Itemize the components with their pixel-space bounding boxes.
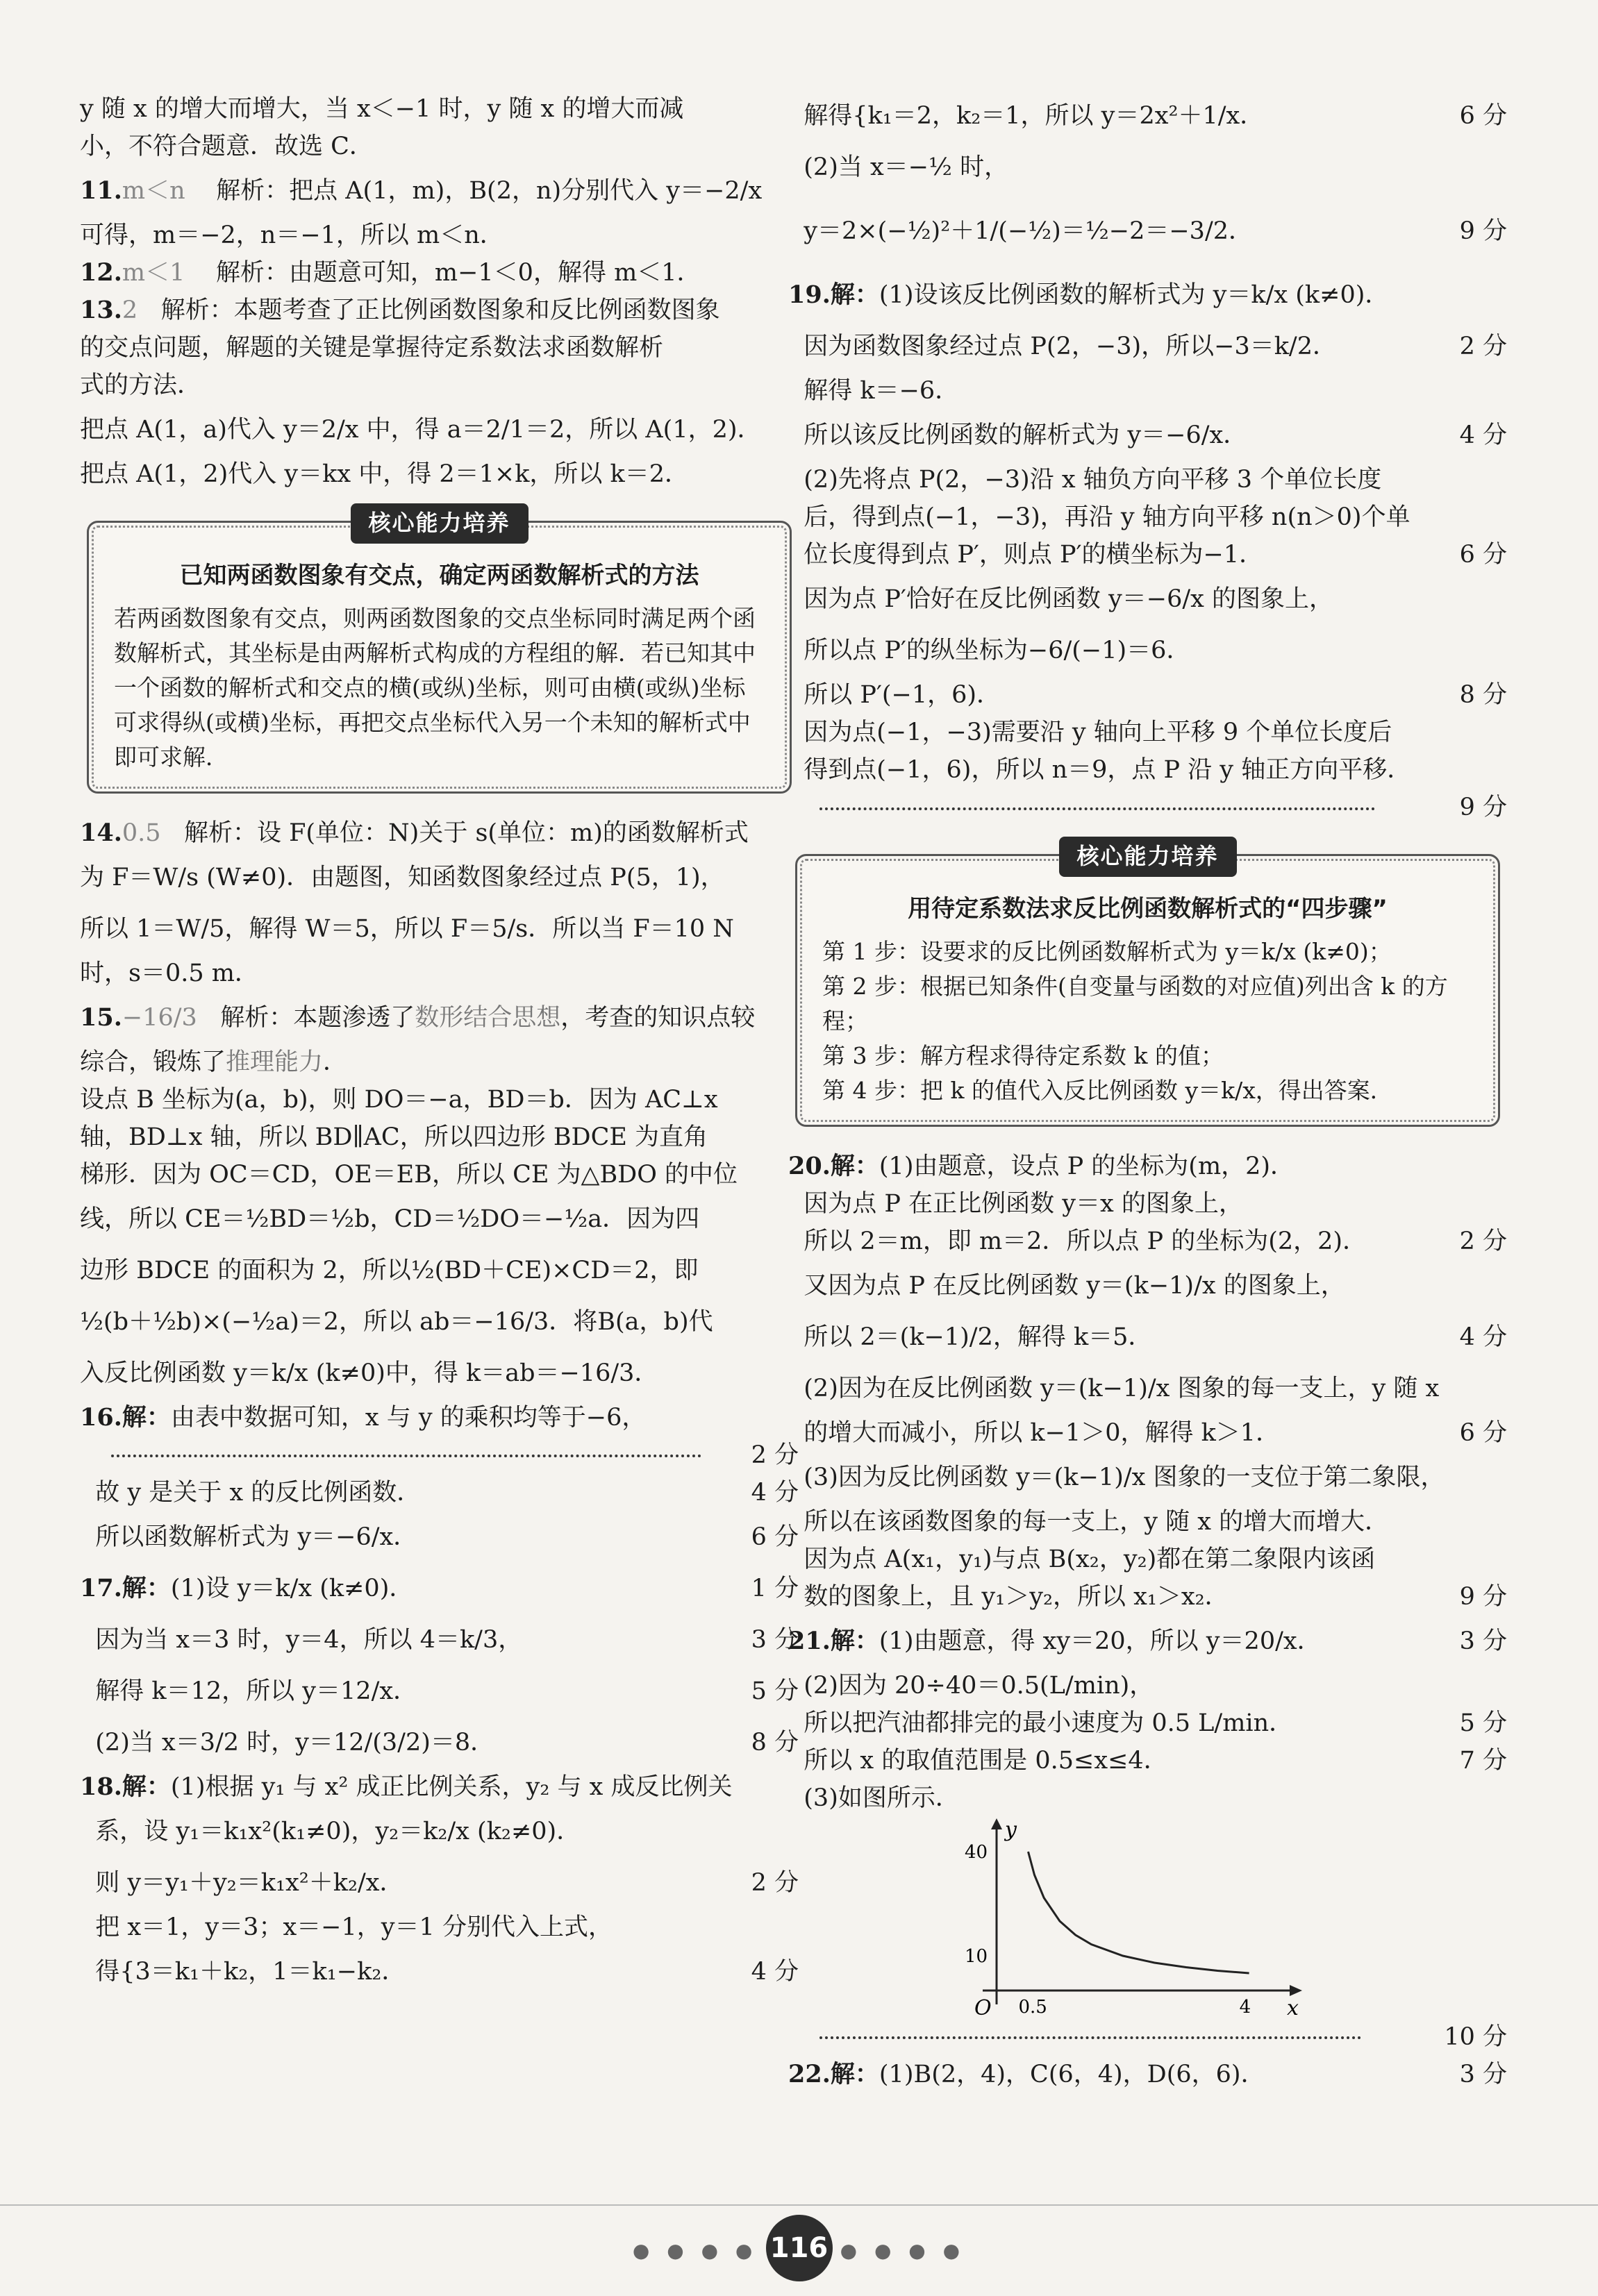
q19-line9: 所以点 P′的纵坐标为−6/(−1)＝6． (804, 637, 1191, 664)
q15-line8: ½(b＋½b)×(−½a)＝2，所以 ab＝−16/3．将B(a，b)代 (80, 1307, 713, 1336)
q16-line3: 所以函数解析式为 y＝−6/x． 6 分 (95, 1523, 799, 1551)
q19-line6: 后，得到点(−1，−3)，再沿 y 轴方向平移 n(n＞0)个单 (804, 503, 1410, 531)
y-tick-label: 40 (965, 1841, 988, 1863)
q19-score-line: 9 分 (788, 789, 1507, 826)
box-heading: 已知两函数图象有交点，确定两函数解析式的方法 (179, 562, 699, 589)
q15-line9: 入反比例函数 y＝k/x (k≠0)中，得 k＝ab＝−16/3． (80, 1359, 659, 1387)
q18-line4: 把 x＝1，y＝3；x＝−1，y＝1 分别代入上式， (95, 1913, 613, 1941)
q19-line7: 位长度得到点 P′，则点 P′的横坐标为−1． 6 分 (804, 541, 1507, 569)
r-line2: (2)当 x＝−½ 时， (804, 153, 1009, 181)
x-tick-label: 0.5 (1018, 1996, 1047, 2018)
q15-line1: 15.−16/3 解析：本题渗透了数形结合思想，考查的知识点较 (80, 1003, 756, 1032)
q17-line4: (2)当 x＝3/2 时，y＝12/(3/2)＝8． 8 分 (95, 1728, 799, 1757)
y-tick-label: 10 (965, 1945, 988, 1967)
q11-line1: 11.m＜n 解析：把点 A(1，m)，B(2，n)分别代入 y＝−2/x (80, 176, 763, 205)
box-step-2: 第 2 步：根据已知条件(自变量与函数的对应值)列出含 k 的方程； (822, 972, 1448, 1034)
box-heading: 用待定系数法求反比例函数解析式的“四步骤” (908, 895, 1388, 923)
q19-line2: 因为函数图象经过点 P(2，−3)，所以−3＝k/2． 2 分 (804, 333, 1507, 360)
q15-line7: 边形 BDCE 的面积为 2，所以½(BD＋CE)×CD＝2，即 (80, 1256, 699, 1284)
q22-line1: 22.解：(1)B(2，4)，C(6，4)，D(6，6)． 3 分 (788, 2059, 1507, 2088)
q21-line2: (2)因为 20÷40＝0.5(L/min)， (804, 1671, 1154, 1700)
q16-score-line: 2 分 (80, 1436, 799, 1474)
q20-line1: 20.解：(1)由题意，设点 P 的坐标为(m，2)． (788, 1151, 1295, 1180)
q14-line2: 为 F＝W/s (W≠0)．由题图，知函数图象经过点 P(5，1)， (80, 863, 725, 891)
text-line: y 随 x 的增大而增大，当 x＜−1 时，y 随 x 的增大而减 (80, 95, 684, 123)
q21-line3: 所以把汽油都排完的最小速度为 0.5 L/min． 5 分 (804, 1709, 1507, 1737)
footer-dots-left: ● ● ● ● (632, 2238, 758, 2262)
core-skill-box-2 (795, 843, 1500, 1127)
right-column (788, 90, 1507, 2093)
inverse-function-graph (948, 1817, 1309, 2018)
q21-line5: (3)如图所示． (804, 1784, 960, 1812)
page-footer (0, 2215, 1598, 2277)
q18-line1: 18.解：(1)根据 y₁ 与 x² 成正比例关系，y₂ 与 x 成反比例关 (80, 1772, 733, 1801)
q19-line5: (2)先将点 P(2，−3)沿 x 轴负方向平移 3 个单位长度 (804, 466, 1382, 494)
q19-line1: 19.解：(1)设该反比例函数的解析式为 y＝k/x (k≠0)． (788, 280, 1390, 309)
q19-line4: 所以该反比例函数的解析式为 y＝−6/x． 4 分 (804, 421, 1507, 449)
q13-line4: 把点 A(1，a)代入 y＝2/x 中，得 a＝2/1＝2，所以 A(1，2)． (80, 416, 762, 444)
core-skill-badge: 核心能力培养 (1058, 837, 1236, 877)
q17-line2: 因为当 x＝3 时，y＝4，所以 4＝k/3， 3 分 (95, 1625, 799, 1654)
footer-dots-right: ● ● ● ● (840, 2238, 966, 2262)
x-axis-label: x (1287, 1995, 1299, 2018)
q11-line2: 可得，m＝−2，n＝−1，所以 m＜n． (80, 221, 504, 249)
q21-line4: 所以 x 的取值范围是 0.5≤x≤4． 7 分 (804, 1746, 1507, 1775)
q15-line4: 轴，BD⊥x 轴，所以 BD∥AC，所以四边形 BDCE 为直角 (80, 1123, 708, 1151)
q19-line8: 因为点 P′恰好在反比例函数 y＝−6/x 的图象上， (804, 585, 1334, 613)
q18-line5: 得{3＝k₁＋k₂，1＝k₁−k₂． 4 分 (95, 1957, 799, 1986)
box-step-1: 第 1 步：设要求的反比例函数解析式为 y＝k/x (k≠0)； (822, 937, 1392, 965)
q19-line12: 得到点(−1，6)，所以 n＝9，点 P 沿 y 轴正方向平移． (804, 756, 1412, 784)
q16-line1: 16.解：由表中数据可知，x 与 y 的乘积均等于−6， (80, 1402, 647, 1432)
y-axis-label: y (1005, 1817, 1017, 1842)
q18-line3: 则 y＝y₁＋y₂＝k₁x²＋k₂/x． 2 分 (95, 1868, 799, 1897)
y-axis-arrow (991, 1818, 1002, 1829)
core-skill-badge: 核心能力培养 (350, 503, 528, 544)
left-column (80, 90, 799, 1997)
q20-line5: 所以 2＝(k−1)/2，解得 k＝5． 4 分 (804, 1323, 1507, 1351)
curve-line (1029, 1852, 1249, 1973)
q15-line5: 梯形．因为 OC＝CD，OE＝EB，所以 CE 为△BDO 的中位 (80, 1160, 738, 1189)
q19-line11: 因为点(−1，−3)需要沿 y 轴向上平移 9 个单位长度后 (804, 719, 1392, 746)
q12-line: 12.m＜1 解析：由题意可知，m−1＜0，解得 m＜1． (80, 258, 701, 287)
x-axis-arrow (1290, 1985, 1302, 1996)
q20-line10: 因为点 A(x₁，y₁)与点 B(x₂，y₂)都在第二象限内该函 (804, 1545, 1376, 1573)
q20-line9: 所以在该函数图象的每一支上，y 随 x 的增大而增大． (804, 1507, 1390, 1536)
origin-label: O (974, 1995, 992, 2018)
q21-score-line: 10 分 (788, 2018, 1507, 2056)
r-line3: y＝2×(−½)²＋1/(−½)＝½−2＝−3/2． 9 分 (804, 217, 1507, 245)
q17-line1: 17.解：(1)设 y＝k/x (k≠0)． 1 分 (80, 1573, 799, 1602)
q13-line3: 式的方法． (80, 371, 202, 399)
q20-line2: 因为点 P 在正比例函数 y＝x 的图象上， (804, 1189, 1243, 1218)
text-line: 小，不符合题意．故选 C． (80, 133, 374, 160)
q16-line2: 故 y 是关于 x 的反比例函数． 4 分 (95, 1478, 799, 1507)
box-step-3: 第 3 步：解方程求得待定系数 k 的值； (822, 1041, 1224, 1069)
r-line1: 解得{k₁＝2，k₂＝1，所以 y＝2x²＋1/x． 6 分 (804, 102, 1507, 130)
x-tick-label: 4 (1239, 1996, 1251, 2018)
q14-line1: 14.0.5 解析：设 F(单位：N)关于 s(单位：m)的函数解析式 (80, 818, 749, 847)
q17-line3: 解得 k＝12，所以 y＝12/x． 5 分 (95, 1677, 799, 1705)
q14-line3: 所以 1＝W/5，解得 W＝5，所以 F＝5/s．所以当 F＝10 N (80, 914, 734, 943)
q20-line4: 又因为点 P 在反比例函数 y＝(k−1)/x 的图象上， (804, 1271, 1345, 1300)
q15-line3: 设点 B 坐标为(a，b)，则 DO＝−a，BD＝b．因为 AC⊥x (80, 1085, 718, 1114)
q18-line2: 系，设 y₁＝k₁x²(k₁≠0)，y₂＝k₂/x (k₂≠0)． (95, 1817, 581, 1845)
q20-line3: 所以 2＝m，即 m＝2．所以点 P 的坐标为(2，2)． 2 分 (804, 1227, 1507, 1255)
q20-line7: 的增大而减小，所以 k−1＞0，解得 k＞1． 6 分 (804, 1418, 1507, 1447)
q21-line1: 21.解：(1)由题意，得 xy＝20，所以 y＝20/x． 3 分 (788, 1626, 1507, 1655)
q20-line6: (2)因为在反比例函数 y＝(k−1)/x 图象的每一支上，y 随 x (804, 1374, 1440, 1402)
q13-line5: 把点 A(1，2)代入 y＝kx 中，得 2＝1×k，所以 k＝2． (80, 460, 690, 488)
q13-line2: 的交点问题，解题的关键是掌握待定系数法求函数解析 (80, 334, 664, 362)
q20-line11: 数的图象上，且 y₁＞y₂，所以 x₁＞x₂． 9 分 (804, 1582, 1507, 1611)
q15-line2: 综合，锻炼了推理能力． (80, 1048, 348, 1076)
q13-line1: 13.2 解析：本题考查了正比例函数图象和反比例函数图象 (80, 296, 720, 324)
page-number: 116 (766, 2215, 833, 2281)
box-body: 若两函数图象有交点，则两函数图象的交点坐标同时满足两个函数解析式，其坐标是由两解析式构成的方程组的解．若已知其中一个函数的解析式和交点的横(或纵)坐标，则可由横(或纵)坐标可求得纵(或横)坐标，再把交点坐标代入另一个未知的解析式中即可求解． (114, 604, 756, 771)
q19-line10: 所以 P′(−1，6)． 8 分 (804, 681, 1507, 709)
q15-line6: 线，所以 CE＝½BD＝½b，CD＝½DO＝−½a．因为四 (80, 1205, 700, 1233)
q20-line8: (3)因为反比例函数 y＝(k−1)/x 图象的一支位于第二象限， (804, 1463, 1445, 1491)
core-skill-box-1 (87, 510, 792, 794)
q14-line4: 时，s＝0.5 m． (80, 959, 259, 987)
q19-line3: 解得 k＝−6． (804, 377, 960, 405)
box-step-4: 第 4 步：把 k 的值代入反比例函数 y＝k/x，得出答案． (822, 1076, 1393, 1104)
footer-rule (0, 2204, 1598, 2206)
